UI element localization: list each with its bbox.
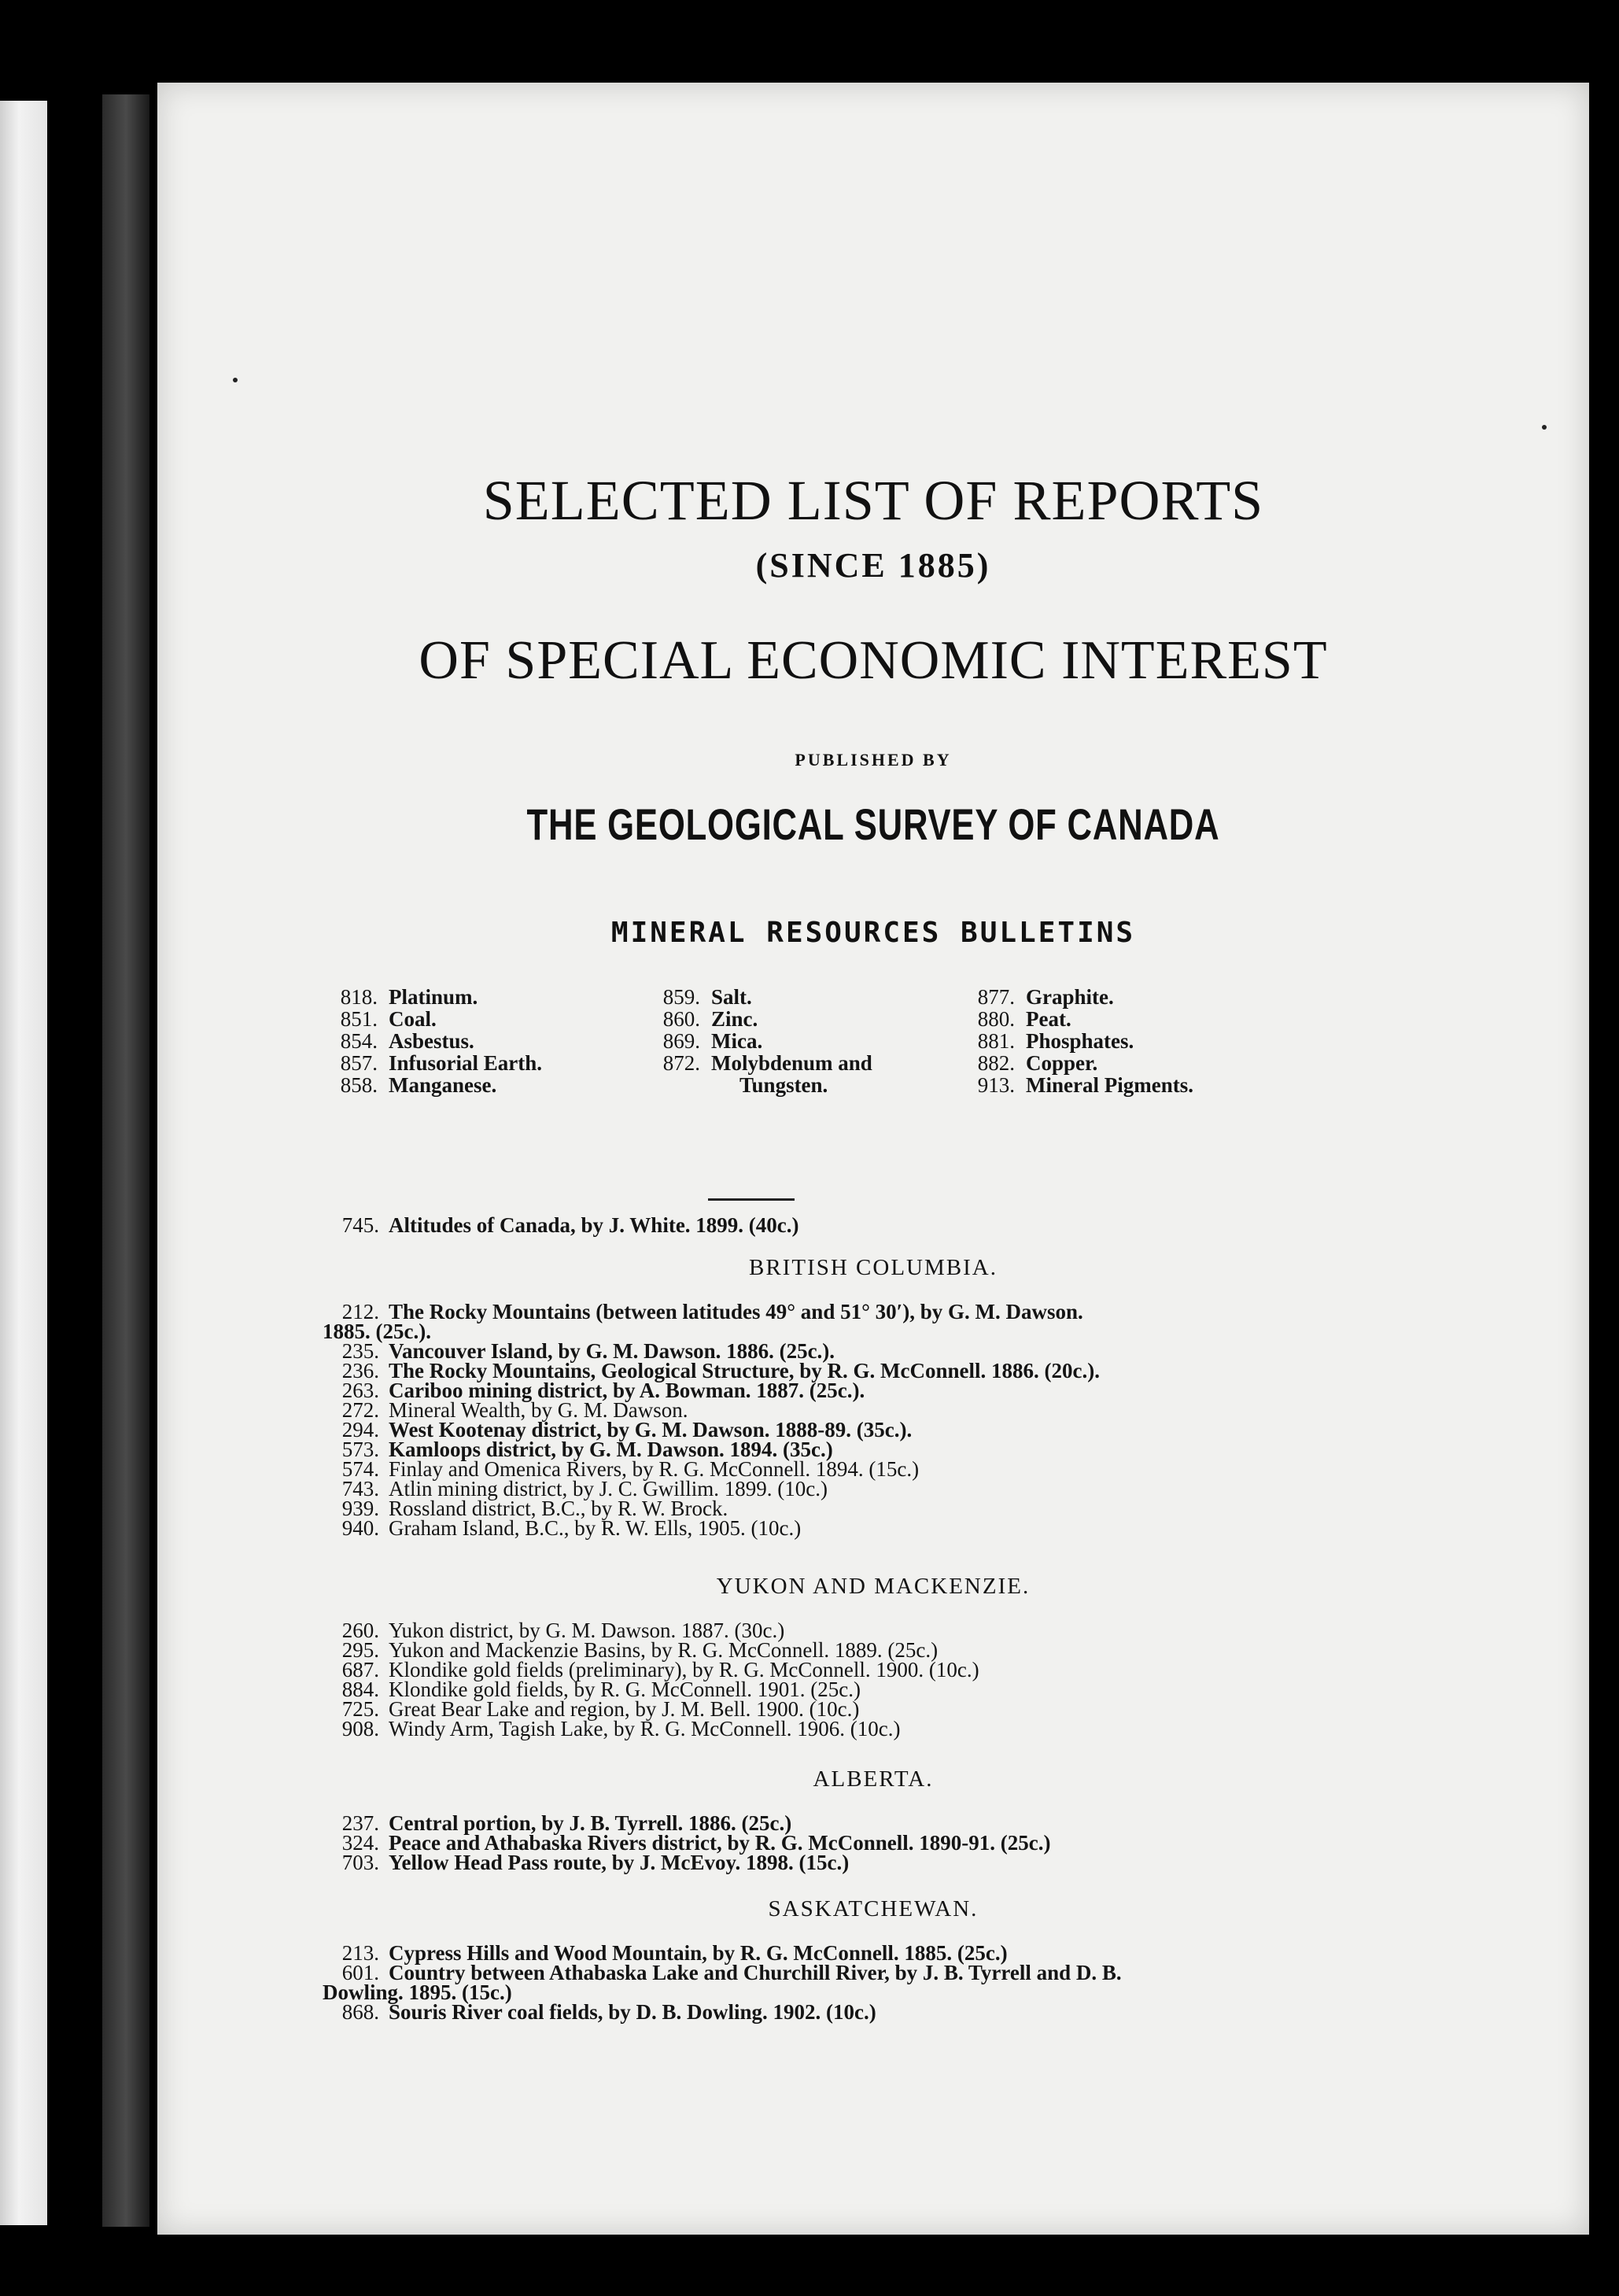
- list-item: 882. Copper.: [977, 1051, 1098, 1075]
- list-item: 725. Great Bear Lake and region, by J. M. Bell. 1900. (10c.): [341, 1697, 860, 1721]
- list-item: 294. West Kootenay district, by G. M. Dawson. 1888-89. (35c.).: [341, 1418, 913, 1441]
- section-heading-alberta: ALBERTA.: [813, 1766, 934, 1792]
- bulletins-heading: MINERAL RESOURCES BULLETINS: [610, 917, 1136, 949]
- list-item: 869. Mica.: [662, 1029, 763, 1053]
- altitudes-entry: [323, 1213, 799, 1237]
- title-line-3: OF SPECIAL ECONOMIC INTEREST: [419, 630, 1328, 691]
- list-item: 573. Kamloops district, by G. M. Dawson. 1894. (35c.): [341, 1438, 833, 1461]
- title-line-2: (SINCE 1885): [755, 546, 991, 585]
- list-item: 237. Central portion, by J. B. Tyrrell. 1886. (25c.): [341, 1811, 792, 1835]
- list-item: 574. Finlay and Omenica Rivers, by R. G. McConnell. 1894. (15c.): [341, 1457, 920, 1481]
- bulletins-column-3: [960, 986, 1193, 1096]
- list-item: 858. Manganese.: [340, 1073, 497, 1097]
- list-item-continuation: Dowling. 1895. (15c.): [323, 1980, 512, 2004]
- list-item: 913. Mineral Pigments.: [977, 1073, 1193, 1097]
- list-item: 295. Yukon and Mackenzie Basins, by R. G. McConnell. 1889. (25c.): [341, 1638, 939, 1662]
- list-item: 940. Graham Island, B.C., by R. W. Ells, 1905. (10c.): [341, 1516, 802, 1540]
- title-line-1: SELECTED LIST OF REPORTS: [482, 469, 1264, 532]
- list-item-continuation: Tungsten.: [739, 1073, 828, 1097]
- bulletins-list: [157, 986, 1589, 1183]
- list-item-continuation: 1885. (25c.).: [323, 1320, 431, 1343]
- yukon-list: [323, 1621, 979, 1739]
- list-item: 213. Cypress Hills and Wood Mountain, by R. G. McConnell. 1885. (25c.): [341, 1941, 1008, 1965]
- list-item: 687. Klondike gold fields (preliminary), by R. G. McConnell. 1900. (10c.): [341, 1658, 979, 1681]
- document-page: [157, 83, 1589, 2235]
- british-columbia-list: [323, 1302, 1100, 1538]
- list-item: 857. Infusorial Earth.: [340, 1051, 543, 1075]
- list-item: 324. Peace and Athabaska Rivers district, by R. G. McConnell. 1890-91. (25c.): [341, 1831, 1051, 1855]
- list-item: 235. Vancouver Island, by G. M. Dawson. 1886. (25c.).: [341, 1339, 835, 1363]
- paper-speck: [1542, 425, 1547, 430]
- list-item: 260. Yukon district, by G. M. Dawson. 1887. (30c.): [341, 1619, 785, 1642]
- list-item: 272. Mineral Wealth, by G. M. Dawson.: [341, 1398, 688, 1422]
- list-item: 868. Souris River coal fields, by D. B. Dowling. 1902. (10c.): [341, 2000, 876, 2024]
- list-item: 743. Atlin mining district, by J. C. Gwillim. 1899. (10c.): [341, 1477, 828, 1501]
- list-item: 263. Cariboo mining district, by A. Bowman. 1887. (25c.).: [341, 1379, 865, 1402]
- list-item: 236. The Rocky Mountains, Geological Structure, by R. G. McConnell. 1886. (20c.).: [341, 1359, 1100, 1382]
- section-heading-saskatchewan: SASKATCHEWAN.: [768, 1896, 979, 1921]
- list-item: 859. Salt.: [662, 985, 752, 1009]
- section-heading-british-columbia: BRITISH COLUMBIA.: [749, 1255, 998, 1280]
- list-item: 881. Phosphates.: [977, 1029, 1134, 1053]
- list-item: 880. Peat.: [977, 1007, 1071, 1031]
- binding-edge: [102, 94, 149, 2227]
- list-item: 884. Klondike gold fields, by R. G. McConnell. 1901. (25c.): [341, 1678, 861, 1701]
- list-item: 851. Coal.: [340, 1007, 437, 1031]
- saskatchewan-list: [323, 1943, 1122, 2022]
- bulletins-column-2: [645, 986, 872, 1096]
- list-item: 877. Graphite.: [977, 985, 1114, 1009]
- section-heading-yukon: YUKON AND MACKENZIE.: [716, 1574, 1031, 1599]
- list-item: 860. Zinc.: [662, 1007, 758, 1031]
- list-item: 908. Windy Arm, Tagish Lake, by R. G. McConnell. 1906. (10c.): [341, 1717, 901, 1740]
- list-item: 939. Rossland district, B.C., by R. W. Brock.: [341, 1497, 728, 1520]
- publisher-name: THE GEOLOGICAL SURVEY OF CANADA: [526, 799, 1220, 849]
- list-item: 703. Yellow Head Pass route, by J. McEvoy. 1898. (15c.): [341, 1851, 850, 1874]
- list-item: 745. Altitudes of Canada, by J. White. 1899. (40c.): [341, 1213, 799, 1237]
- alberta-list: [323, 1811, 1051, 1874]
- list-item: 872. Molybdenum and: [662, 1051, 872, 1075]
- list-item: 212. The Rocky Mountains (between latitudes 49° and 51° 30′), by G. M. Dawson.: [341, 1300, 1083, 1323]
- list-item: 601. Country between Athabaska Lake and Churchill River, by J. B. Tyrrell and D. B.: [341, 1961, 1122, 1984]
- list-item: 818. Platinum.: [340, 985, 478, 1009]
- published-by-label: PUBLISHED BY: [795, 750, 952, 770]
- adjacent-page-edge: [0, 101, 47, 2225]
- bulletins-column-1: [323, 986, 542, 1096]
- paper-speck: [233, 378, 238, 382]
- list-item: 854. Asbestus.: [340, 1029, 474, 1053]
- section-divider: [708, 1198, 795, 1201]
